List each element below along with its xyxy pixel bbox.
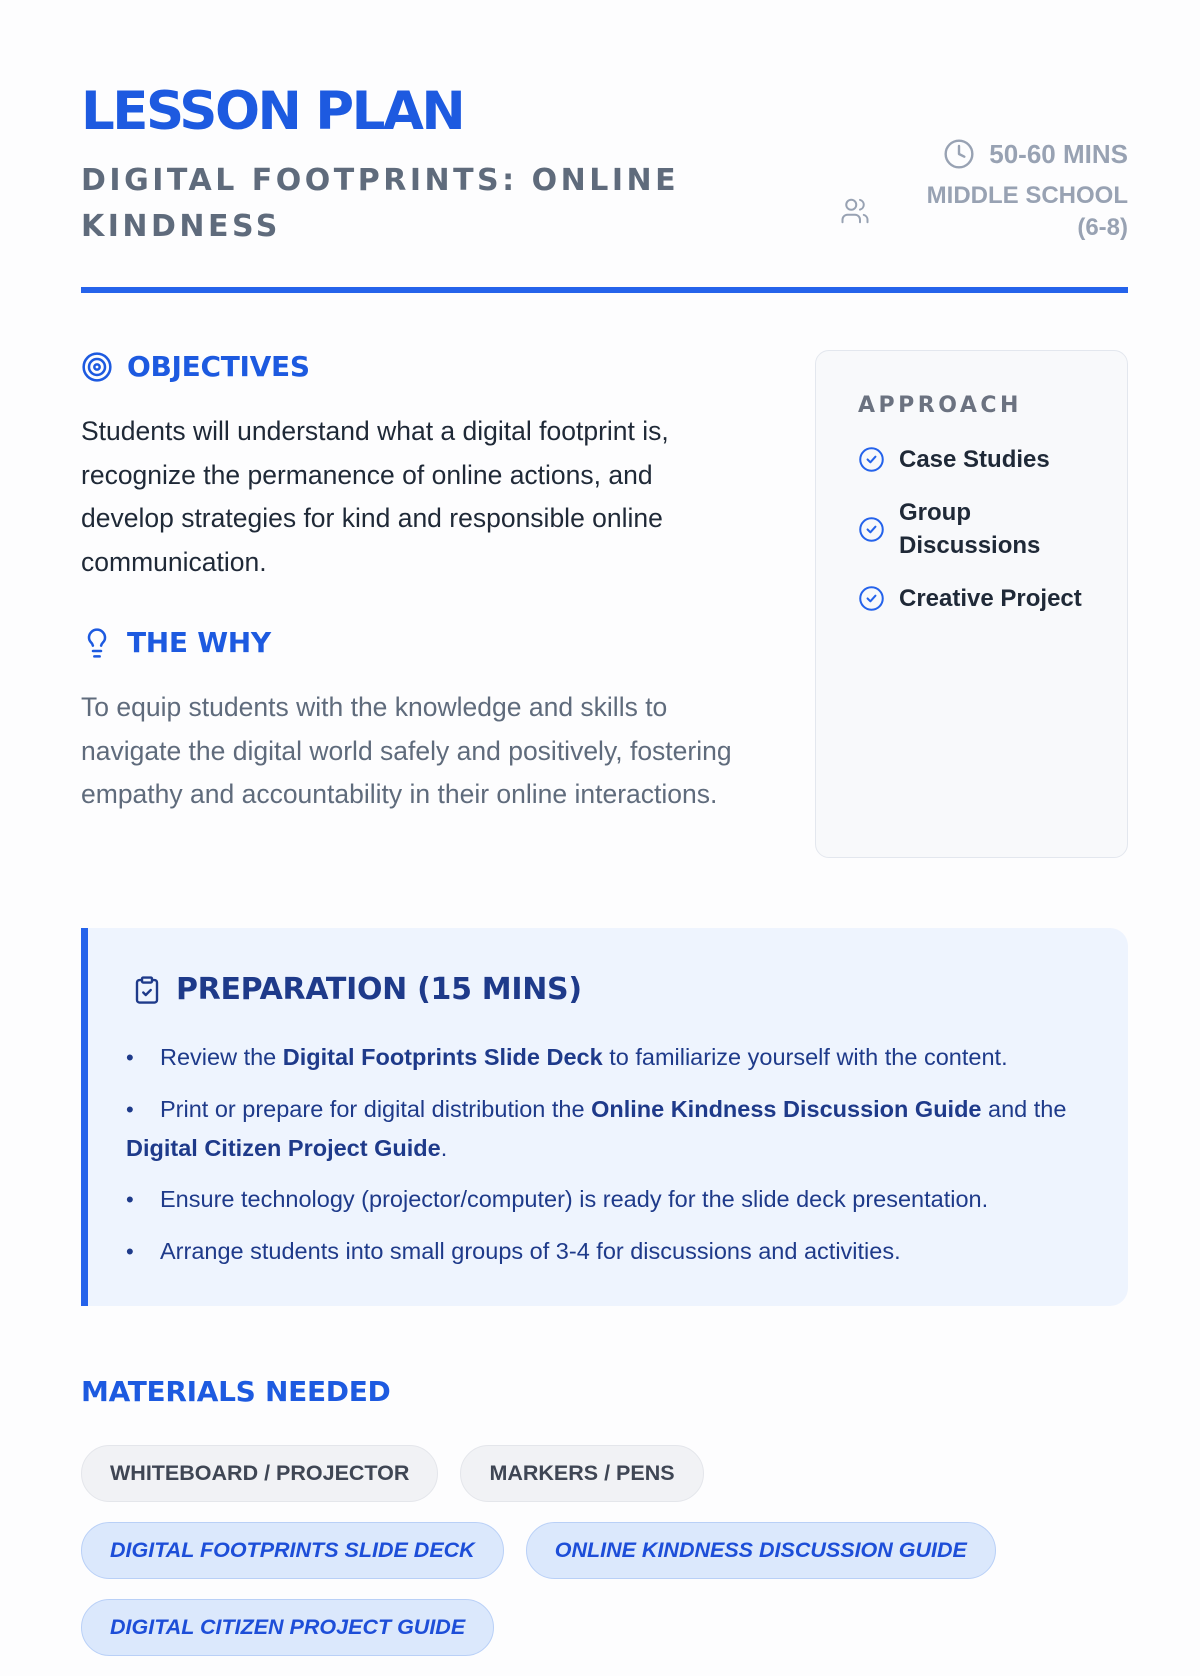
approach-card <box>815 350 1128 858</box>
audience-text: MIDDLE SCHOOL (6-8) <box>926 182 1128 241</box>
material-chip-digital[interactable]: DIGITAL FOOTPRINTS SLIDE DECK <box>81 1522 504 1579</box>
preparation-item: • Review the Digital Footprints Slide Deck to familiarize yourself with the content. <box>126 1038 1076 1077</box>
approach-item-label: Case Studies <box>899 446 1050 473</box>
preparation-item: • Arrange students into small groups of 3-4 for discussions and activities. <box>126 1232 1076 1271</box>
preparation-heading <box>132 972 582 1007</box>
materials-list <box>81 1445 1128 1676</box>
clipboard-check-icon <box>132 975 162 1005</box>
target-icon <box>81 351 113 383</box>
materials-title: MATERIALS NEEDED <box>81 1375 391 1408</box>
approach-title: APPROACH <box>858 393 1022 418</box>
preparation-list <box>126 1038 1076 1284</box>
preparation-section <box>81 928 1128 1306</box>
why-title: THE WHY <box>127 626 271 659</box>
bullet: • <box>126 1239 134 1264</box>
check-circle-icon <box>858 446 885 473</box>
approach-list <box>858 443 1108 635</box>
bullet: • <box>126 1097 134 1122</box>
bullet: • <box>126 1045 134 1070</box>
users-icon <box>840 196 870 226</box>
lesson-subtitle: DIGITAL FOOTPRINTS: ONLINE KINDNESS <box>81 163 680 244</box>
lightbulb-icon <box>81 627 113 659</box>
material-chip: MARKERS / PENS <box>460 1445 703 1502</box>
header <box>81 0 1128 300</box>
material-chip-digital[interactable]: DIGITAL CITIZEN PROJECT GUIDE <box>81 1599 494 1656</box>
duration-text: 50-60 MINS <box>989 139 1128 169</box>
check-circle-icon <box>858 516 885 543</box>
clock-icon <box>943 138 975 170</box>
audience-row <box>808 180 1128 244</box>
preparation-item: • Print or prepare for digital distribution the Online Kindness Discussion Guide and the Digital Citizen Project Guide. <box>126 1090 1076 1167</box>
lesson-plan-page <box>81 0 1128 1639</box>
page-title: LESSON PLAN <box>81 81 464 142</box>
duration-row <box>808 136 1128 172</box>
approach-item-label: Creative Project <box>899 585 1082 612</box>
objectives-text: Students will understand what a digital footprint is, recognize the permanence of online actions, and develop strategies for kind and responsible online communication. <box>81 416 669 577</box>
objectives-title: OBJECTIVES <box>127 350 310 383</box>
check-circle-icon <box>858 585 885 612</box>
bullet: • <box>126 1187 134 1212</box>
lesson-meta <box>808 136 1128 244</box>
approach-item-label: Group Discussions <box>899 499 1041 559</box>
approach-item <box>858 582 1108 615</box>
material-chip-digital[interactable]: ONLINE KINDNESS DISCUSSION GUIDE <box>526 1522 996 1579</box>
header-divider <box>81 287 1128 293</box>
objectives-heading <box>81 350 310 383</box>
preparation-item: • Ensure technology (projector/computer) is ready for the slide deck presentation. <box>126 1180 1076 1219</box>
material-chip: WHITEBOARD / PROJECTOR <box>81 1445 438 1502</box>
why-text: To equip students with the knowledge and skills to navigate the digital world safely and positively, fostering empathy and accountability in their online interactions. <box>81 692 732 809</box>
approach-item <box>858 443 1108 476</box>
why-heading <box>81 626 271 659</box>
preparation-title: PREPARATION (15 MINS) <box>176 972 582 1007</box>
approach-item <box>858 496 1108 562</box>
